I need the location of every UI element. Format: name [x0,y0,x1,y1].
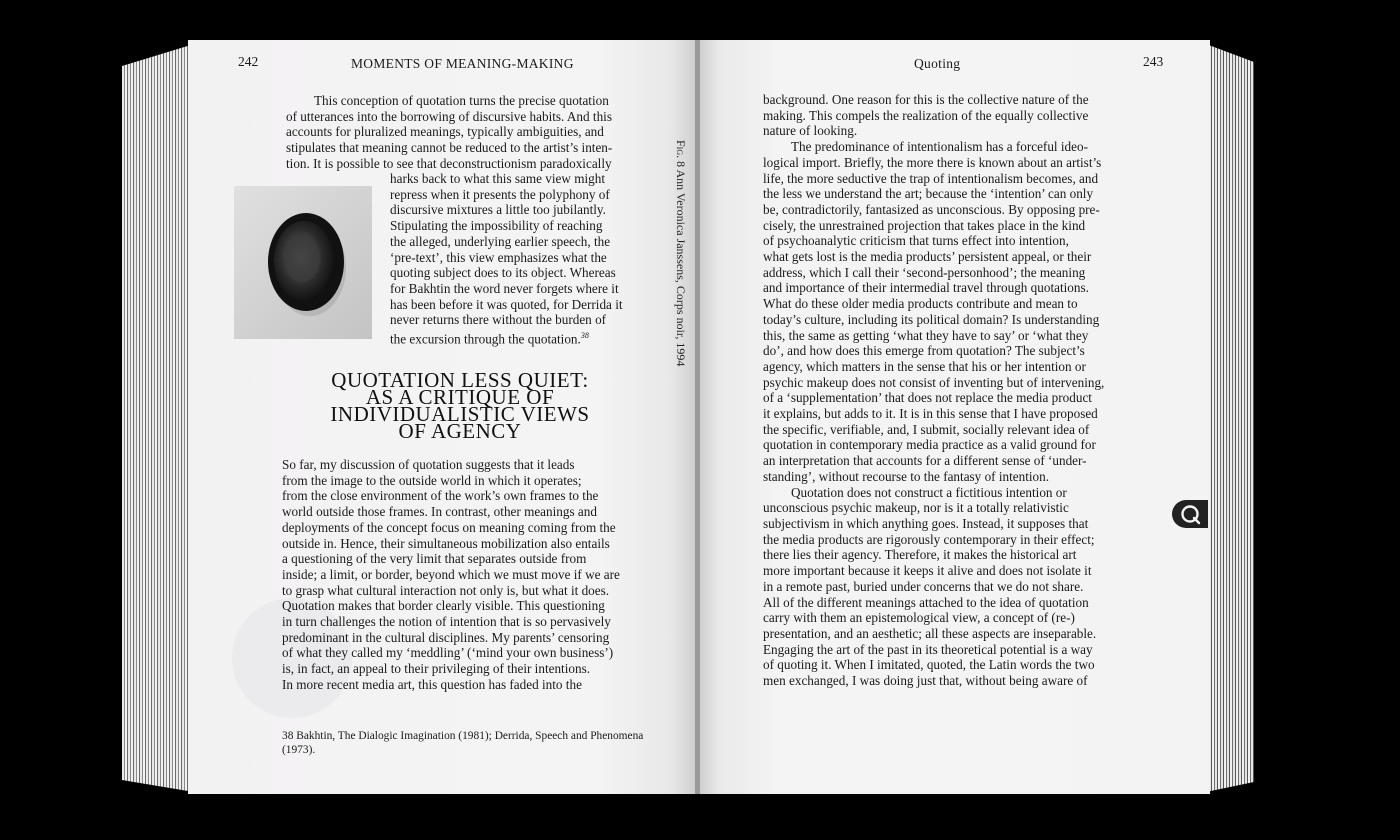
text-line: in turn challenges the notion of intention that is so pervasively [282,614,611,630]
text-line: Stipulating the impossibility of reaching [390,218,603,234]
text-line: logical import. Briefly, the more there is known about an artist’s [763,154,1102,170]
page-number-left: 242 [238,54,259,69]
text-line: This conception of quotation turns the precise quotation [314,93,609,108]
text-line: of utterances into the borrowing of discursive habits. And this [286,108,612,124]
text-line: the less we understand the art; because the ‘intention’ can only [763,186,1094,202]
text-line: subjectivism in which anything goes. Instead, it supposes that [763,515,1089,531]
caption-text: Ann Veronica Janssens, Corps noir, 1994 [674,169,688,367]
text-line: tion. It is possible to see that deconstructionism paradoxically [286,155,612,171]
text-line: Engaging the art of the past in its theoretical potential is a way [763,641,1093,657]
text-line: psychic makeup does not consist of inventing but of intervening, [763,374,1105,390]
right-page-edges [1206,44,1254,792]
text-line: it explains, but adds to it. It is in this sense that I have proposed [763,406,1098,422]
text-line: What do these older media products contribute and mean to [763,296,1078,312]
text-line: outside in. Hence, their simultaneous mobilization also entails [282,535,610,551]
left-para-1 [286,93,630,172]
text-line: never returns there without the burden of [390,312,607,328]
left-para-2 [282,457,634,693]
heading-line: QUOTATION LESS QUIET: [331,368,589,392]
text-line: today’s culture, including its political domain? Is understanding [763,311,1100,327]
text-line: the media products are rigorously contemporary in their effect; [763,531,1095,547]
text-line: So far, my discussion of quotation suggests that it leads [282,457,575,472]
text-line: world outside those frames. In contrast, other meanings and [282,504,597,520]
text-line: men exchanged, I was doing just that, without being aware of [763,673,1088,689]
left-wrap-text [390,171,640,347]
text-line: address, which I call their ‘second-personhood’; the meaning [763,264,1086,280]
text-line: life, the more seductive the trap of intentionalism becomes, and [763,170,1099,186]
text-line: to grasp what cultural interaction not only is, but what it does. [282,582,610,598]
section-heading [330,368,590,443]
right-body-text [763,92,1115,689]
text-line: what gets lost is the media products’ persistent appeal, or their [763,249,1092,265]
text-line: the alleged, underlying earlier speech, the [390,233,611,249]
text-line: background. One reason for this is the collective nature of the [763,92,1089,107]
text-line: has been before it was quoted, for Derrida it [390,296,623,312]
text-line: Quotation does not construct a fictitious intention or [791,484,1067,500]
heading-line: INDIVIDUALISTIC VIEWS [330,402,590,426]
figure-8-photo [234,186,372,339]
text-line: Quotation makes that border clearly visible. This questioning [282,598,605,614]
caption-fig-number: Fig. 8 [674,140,688,168]
quotation-q-icon [1172,500,1208,528]
heading-line: OF AGENCY [398,419,522,443]
text-line: cisely, the unrestrained projection that takes place in the kind [763,217,1086,233]
text-line: In more recent media art, this question has faded into the [282,676,582,692]
text-line: there lies their agency. Therefore, it makes the historical art [763,547,1077,563]
heading-line: AS A CRITIQUE OF [365,385,555,409]
text-line: nature of looking. [763,123,858,139]
text-line: agency, which matters in the sense that his or her intention or [763,358,1086,374]
text-line: the specific, verifiable, and, I submit, socially relevant idea of [763,421,1090,437]
left-page-edges [122,44,194,792]
text-line: quoting subject does to its object. Whereas [390,265,616,281]
footnote-ref[interactable]: 38 [580,331,589,341]
text-line: an interpretation that accounts for a different sense of ‘under- [763,453,1087,469]
footnote [282,729,644,757]
text-line: of what they called my ‘meddling’ (‘mind your own business’) [282,645,614,661]
page-number-right: 243 [1143,54,1164,69]
text-line: be, contradictorily, fantasized as unconscious. By opposing pre- [763,201,1100,217]
text-line: this, the same as getting ‘what they have to say’ or ‘what they [763,327,1089,343]
text-line: and importance of their intermedial travel through quotations. [763,280,1089,296]
text-line: quotation in contemporary media practice as a valid ground for [763,437,1096,453]
text-line: of quoting it. When I imitated, quoted, the Latin words the two [763,657,1095,673]
text-line: stipulates that meaning cannot be reduced to the artist’s inten- [286,140,613,156]
text-line: from the close environment of the work’s own frames to the [282,488,599,504]
text-line: is, in fact, an appeal to their privileging of their intentions. [282,661,590,677]
footnote-line: (1973). [282,744,316,756]
running-head-left: MOMENTS OF MEANING-MAKING [351,56,574,71]
text-line: carry with them an epistemological view, a concept of (re-) [763,610,1075,626]
text-line: for Bakhtin the word never forgets where it [390,280,619,296]
text-line [390,328,640,347]
running-head-right: Quoting [914,56,961,71]
text-line: more important because it keeps it alive and does not isolate it [763,563,1092,579]
text-line: of a ‘supplementation’ that does not replace the media product [763,390,1092,406]
text-line: a questioning of the very limit that separates outside from [282,551,587,567]
text-line: ‘pre-text’, this view emphasizes what the [390,249,607,265]
text-line: predominant in the cultural disciplines. My parents’ censoring [282,629,610,645]
text-line: discursive mixtures a little too jubilantly. [390,202,606,218]
thumb-index-tab[interactable] [1172,500,1208,528]
text-line: The predominance of intentionalism has a forceful ideo- [791,139,1088,155]
text-line: of psychoanalytic criticism that turns effect into intention, [763,233,1069,249]
corps-noir-object-icon [234,186,372,339]
text-line: repress when it presents the polyphony of [390,186,610,202]
text-line: in a remote past, buried under concerns that we do not share. [763,578,1084,594]
text-line: accounts for pluralized meanings, typically ambiguities, and [286,124,604,140]
text-line: unconscious psychic makeup, nor is it a totally relativistic [763,500,1069,516]
text-line: inside; a limit, or border, beyond which we must move if we are [282,566,620,582]
text-line: standing’, without recourse to the fantasy of intention. [763,468,1050,484]
figure-caption [673,140,688,366]
text-line: All of the different meanings attached to the idea of quotation [763,594,1089,610]
text-line: presentation, and an aesthetic; all these aspects are inseparable. [763,625,1097,641]
text-line: harks back to what this same view might [390,171,605,186]
text-line: do’, and how does this emerge from quotation? The subject’s [763,343,1085,359]
text-line: deployments of the concept focus on meaning coming from the [282,519,616,535]
footnote-line: 38 Bakhtin, The Dialogic Imagination (1981); Derrida, Speech and Phenomena [282,730,644,742]
text-line-end: the excursion through the quotation. [390,331,581,347]
text-line: from the image to the outside world in which it operates; [282,472,582,488]
text-line: making. This compels the realization of the equally collective [763,107,1089,123]
